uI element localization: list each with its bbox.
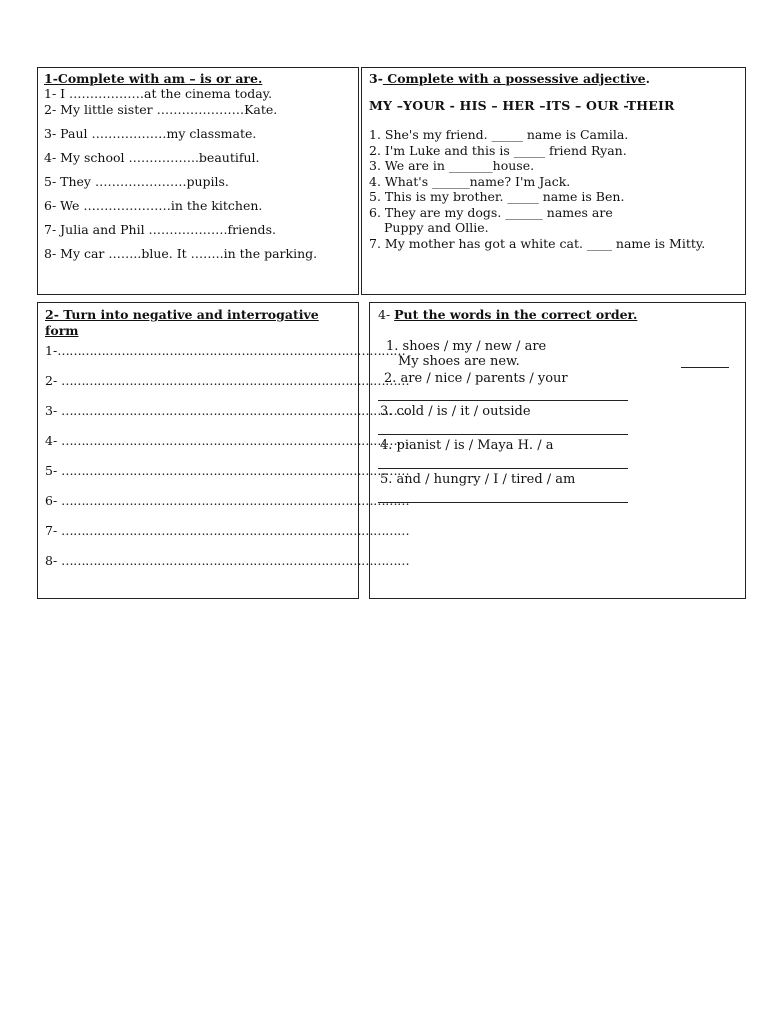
exercise-4-example-row xyxy=(378,354,737,370)
exercise-2-number-label: 6- xyxy=(45,493,58,508)
exercise-2-line xyxy=(45,373,410,389)
exercise-2-number-label: 8- xyxy=(45,553,58,568)
exercise-4-item: 3. cold / is / it / outside xyxy=(380,404,531,419)
exercise-2-line xyxy=(45,433,410,449)
exercise-3-list xyxy=(369,127,738,251)
exercise-2-line xyxy=(45,463,410,479)
exercise-1-item: 6- We …………………in the kitchen. xyxy=(44,198,263,213)
exercise-1-title: 1-Complete with am – is or are. xyxy=(44,71,263,86)
answer-line[interactable] xyxy=(378,386,628,401)
exercise-1-box xyxy=(37,67,359,295)
exercise-2-number-label: 3- xyxy=(45,403,58,418)
exercise-3-item: 4. What's ______name? I'm Jack. xyxy=(369,173,571,189)
dotted-answer-line: …………………………………………………………………………… xyxy=(61,433,410,448)
dotted-answer-line: …………………………………………………………………………… xyxy=(61,553,410,568)
exercise-3-box xyxy=(361,67,746,295)
dotted-answer-line: …………………………………………………………………………… xyxy=(61,523,410,538)
exercise-2-number-label: 5- xyxy=(45,463,58,478)
answer-line[interactable] xyxy=(378,488,628,503)
exercise-3-item: 1. She's my friend. _____ name is Camila. xyxy=(369,127,629,142)
exercise-3-title: Complete with a possessive adjective xyxy=(382,71,646,86)
exercise-4-number: 4- xyxy=(378,307,395,322)
dotted-answer-line: …………………………………………………………………………… xyxy=(57,343,406,358)
exercise-1-item: 8- My car ……..blue. It ……..in the parking. xyxy=(44,246,318,261)
exercise-4-item: 1. shoes / my / new / are xyxy=(386,339,547,354)
answer-line[interactable] xyxy=(378,454,628,469)
exercise-1-item: 4- My school ……………..beautiful. xyxy=(44,150,260,165)
exercise-4-box xyxy=(369,302,746,599)
exercise-3-item: 7. My mother has got a white cat. ____ name is Mitty. xyxy=(369,235,706,251)
exercise-3-item: 2. I'm Luke and this is _____ friend Ryan. xyxy=(369,142,627,158)
exercise-1-item: 1- I ………………at the cinema today. xyxy=(44,86,273,101)
possessive-word-bank: MY –YOUR - HIS – HER –ITS – OUR -THEIR xyxy=(369,98,675,113)
exercise-2-box xyxy=(37,302,410,599)
exercise-4-item: 4. pianist / is / Maya H. / a xyxy=(380,438,554,453)
exercise-2-line xyxy=(45,553,410,569)
exercise-2-title-row xyxy=(45,307,351,339)
exercise-3-title-end: . xyxy=(645,71,650,86)
exercise-2-line xyxy=(45,493,410,509)
exercise-1-item: 5- They ………………….pupils. xyxy=(44,174,229,189)
exercise-4-title: Put the words in the correct order. xyxy=(394,307,638,322)
exercise-2-number-label: 2- xyxy=(45,373,58,388)
exercise-1-item: 7- Julia and Phil ……………….friends. xyxy=(44,222,276,237)
exercise-3-item: 5. This is my brother. _____ name is Ben. xyxy=(369,189,625,204)
exercise-2-line xyxy=(45,343,406,359)
exercise-1-item: 2- My little sister …………………Kate. xyxy=(44,102,278,117)
exercise-4-example-answer: My shoes are new. xyxy=(398,354,520,369)
exercise-3-item: 6. They are my dogs. ______ names are xyxy=(369,204,613,220)
exercise-2-line xyxy=(45,523,410,539)
exercise-3-item-continuation: Puppy and Ollie. xyxy=(384,220,489,235)
exercise-4-item: 5. and / hungry / I / tired / am xyxy=(380,472,576,487)
exercise-2-number-label: 7- xyxy=(45,523,58,538)
exercise-3-number: 3- xyxy=(369,71,383,86)
exercise-2-number-label: 4- xyxy=(45,433,58,448)
dotted-answer-line: …………………………………………………………………………… xyxy=(61,403,410,418)
exercise-2-number: 2- xyxy=(45,307,59,322)
exercise-1-item: 3- Paul ………………my classmate. xyxy=(44,126,257,141)
example-answer-line xyxy=(681,367,729,368)
exercise-2-title: Turn into negative and interrogative form xyxy=(45,307,319,338)
dotted-answer-line: …………………………………………………………………………… xyxy=(61,493,410,508)
exercise-3-item: 3. We are in _______house. xyxy=(369,158,535,173)
exercise-3-title-row xyxy=(369,71,738,86)
exercise-2-line xyxy=(45,403,410,419)
answer-line[interactable] xyxy=(378,420,628,435)
dotted-answer-line: …………………………………………………………………………… xyxy=(61,463,410,478)
exercise-4-title-row xyxy=(378,307,737,322)
exercise-2-number-label: 1- xyxy=(45,343,58,358)
exercise-4-item: 2. are / nice / parents / your xyxy=(384,371,568,386)
dotted-answer-line: …………………………………………………………………………… xyxy=(61,373,410,388)
